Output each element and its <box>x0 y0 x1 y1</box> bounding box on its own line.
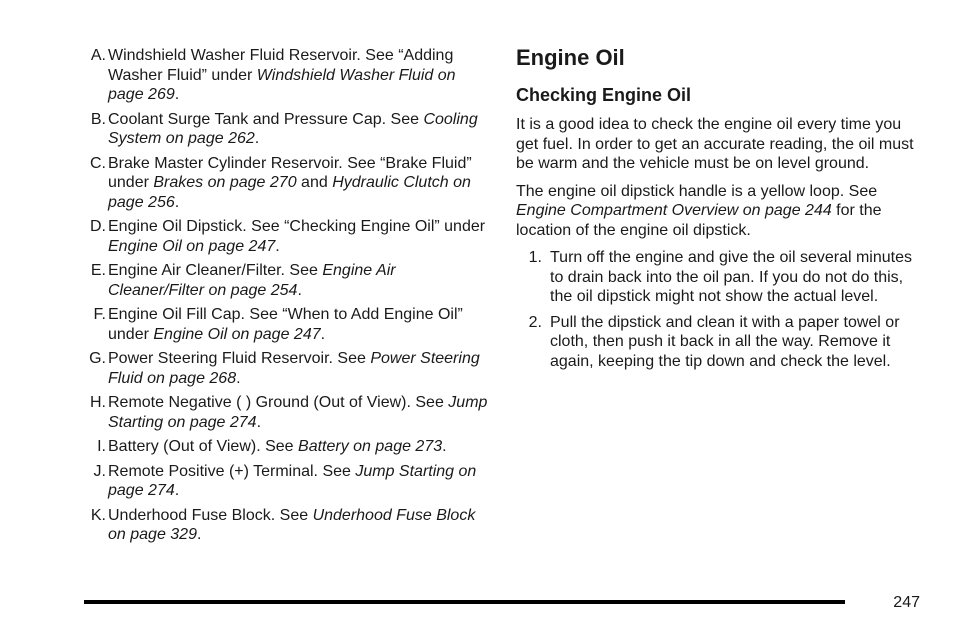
item-text: Windshield Washer Fluid Reservoir. See “Adding Washer Fluid” under Windshield Washer Fluid on page 269. <box>108 47 456 103</box>
item-letter: D. <box>90 218 106 235</box>
page-reference: Cooling System on page 262 <box>108 110 478 147</box>
page-reference: Hydraulic Clutch on page 256 <box>108 174 471 211</box>
engine-oil-section <box>516 44 926 377</box>
item-letter: K. <box>90 506 106 524</box>
item-letter: H. <box>90 394 106 411</box>
dipstick-location-paragraph: The engine oil dipstick handle is a yellow loop. See Engine Compartment Overview on page 244 for the location of the engine oil dipstick. <box>516 182 882 239</box>
list-item <box>80 462 495 501</box>
list-item <box>80 349 495 388</box>
item-text: Coolant Surge Tank and Pressure Cap. See Cooling System on page 262. <box>108 110 478 147</box>
procedure-steps <box>516 248 926 371</box>
list-item <box>80 110 495 149</box>
step-number: 2. <box>528 313 542 331</box>
item-text: Brake Master Cylinder Reservoir. See “Brake Fluid” under Brakes on page 270 and Hydraulic Clutch on page 256. <box>108 154 472 211</box>
item-letter: E. <box>90 262 106 279</box>
item-letter: J. <box>93 462 106 480</box>
item-letter: I. <box>97 438 106 455</box>
step-text: Pull the dipstick and clean it with a paper towel or cloth, then push it back in all the way. Remove it again, keeping the tip down and check the level. <box>550 313 900 370</box>
page-reference: Jump Starting on page 274 <box>108 462 477 499</box>
item-letter: F. <box>93 306 106 323</box>
item-letter: C. <box>90 154 106 172</box>
footer-rule <box>84 600 845 604</box>
step-text: Turn off the engine and give the oil several minutes to drain back into the oil pan. If you do not do this, the oil dipstick might not show the actual level. <box>550 249 912 305</box>
page-reference: Engine Compartment Overview on page 244 <box>516 202 832 219</box>
list-item <box>80 46 495 105</box>
item-text: Remote Positive (+) Terminal. See Jump Starting on page 274. <box>108 462 477 499</box>
item-text: Engine Oil Fill Cap. See “When to Add Engine Oil” under Engine Oil on page 247. <box>108 306 463 343</box>
list-item <box>80 437 495 457</box>
item-text: Underhood Fuse Block. See Underhood Fuse Block on page 329. <box>108 506 476 543</box>
intro-paragraph: It is a good idea to check the engine oil every time you get fuel. In order to get an accurate reading, the oil must be warm and the vehicle must be on level ground. <box>516 116 914 172</box>
section-heading: Engine Oil <box>516 45 625 70</box>
page-reference: Power Steering Fluid on page 268 <box>108 350 480 387</box>
page-reference: Battery on page 273 <box>298 438 443 455</box>
list-item <box>80 261 495 300</box>
subsection-heading: Checking Engine Oil <box>516 85 692 105</box>
list-item <box>80 154 495 213</box>
page-reference: Engine Oil on page 247 <box>108 237 276 255</box>
procedure-step <box>516 313 926 372</box>
step-number: 1. <box>528 249 542 266</box>
item-text: Engine Oil Dipstick. See “Checking Engine Oil” under Engine Oil on page 247. <box>108 218 486 255</box>
page-reference: Underhood Fuse Block on page 329 <box>108 506 476 543</box>
item-letter: G. <box>89 350 106 367</box>
page-number: 247 <box>893 594 920 611</box>
list-item <box>80 305 495 344</box>
list-item <box>80 217 495 256</box>
page-reference: Jump Starting on page 274 <box>108 394 488 431</box>
item-text: Engine Air Cleaner/Filter. See Engine Air Cleaner/Filter on page 254. <box>108 262 396 299</box>
procedure-step <box>516 248 926 307</box>
item-text: Battery (Out of View). See Battery on page 273. <box>108 438 447 455</box>
page-reference: Windshield Washer Fluid on page 269 <box>108 66 456 103</box>
page-reference: Brakes on page 270 <box>153 174 297 191</box>
item-letter: A. <box>90 47 106 64</box>
list-item <box>80 506 495 545</box>
list-item <box>80 393 495 432</box>
component-legend-list <box>80 46 495 550</box>
item-letter: B. <box>90 110 106 128</box>
page-reference: Engine Air Cleaner/Filter on page 254 <box>108 262 396 299</box>
item-text: Remote Negative ( ) Ground (Out of View). See Jump Starting on page 274. <box>108 394 488 431</box>
item-text: Power Steering Fluid Reservoir. See Power Steering Fluid on page 268. <box>108 350 480 387</box>
page-reference: Engine Oil on page 247 <box>153 325 321 343</box>
